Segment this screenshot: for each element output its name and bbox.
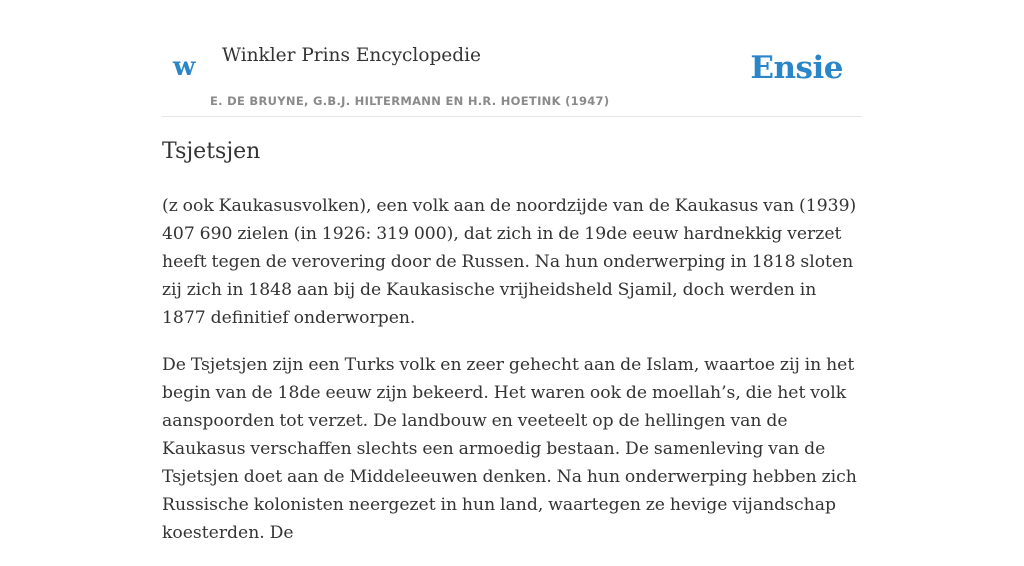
page-container	[162, 0, 862, 543]
publication-authors: E. DE BRUYNE, G.B.J. HILTERMANN EN H.R. HOETINK (1947)	[210, 94, 610, 108]
publication-title[interactable]: Winkler Prins Encyclopedie	[222, 45, 481, 66]
winkler-prins-logo[interactable]: w	[173, 52, 196, 82]
article-body	[162, 192, 862, 566]
article-title: Tsjetsjen	[162, 139, 261, 164]
article-paragraph: (z ook Kaukasusvolken), een volk aan de noordzijde van de Kaukasus van (1939) 407 690 zielen (in 1926: 319 000), dat zich in de 19de eeuw hardnekkig verzet heeft tegen de verovering door de Russen. Na hun onderwerping in 1818 sloten zij zich in 1848 aan bij de Kaukasische vrijheidsheld Sjamil, doch werden in 1877 definitief onderworpen.	[162, 196, 857, 328]
ensie-brand-link[interactable]: Ensie	[750, 50, 843, 86]
article-paragraph: De Tsjetsjen zijn een Turks volk en zeer gehecht aan de Islam, waartoe zij in het begin van de 18de eeuw zijn bekeerd. Het waren ook de moellah’s, die het volk aanspoorden tot verzet. De landbouw en veeteelt op de hellingen van de Kaukasus verschaffen slechts een armoedig bestaan. De samenleving van de Tsjetsjen doet aan de Middeleeuwen denken. Na hun onderwerping hebben zich Russische kolonisten neergezet in hun land, waartegen ze hevige vijandschap koesterden. De	[162, 355, 857, 543]
site-header	[162, 0, 862, 117]
